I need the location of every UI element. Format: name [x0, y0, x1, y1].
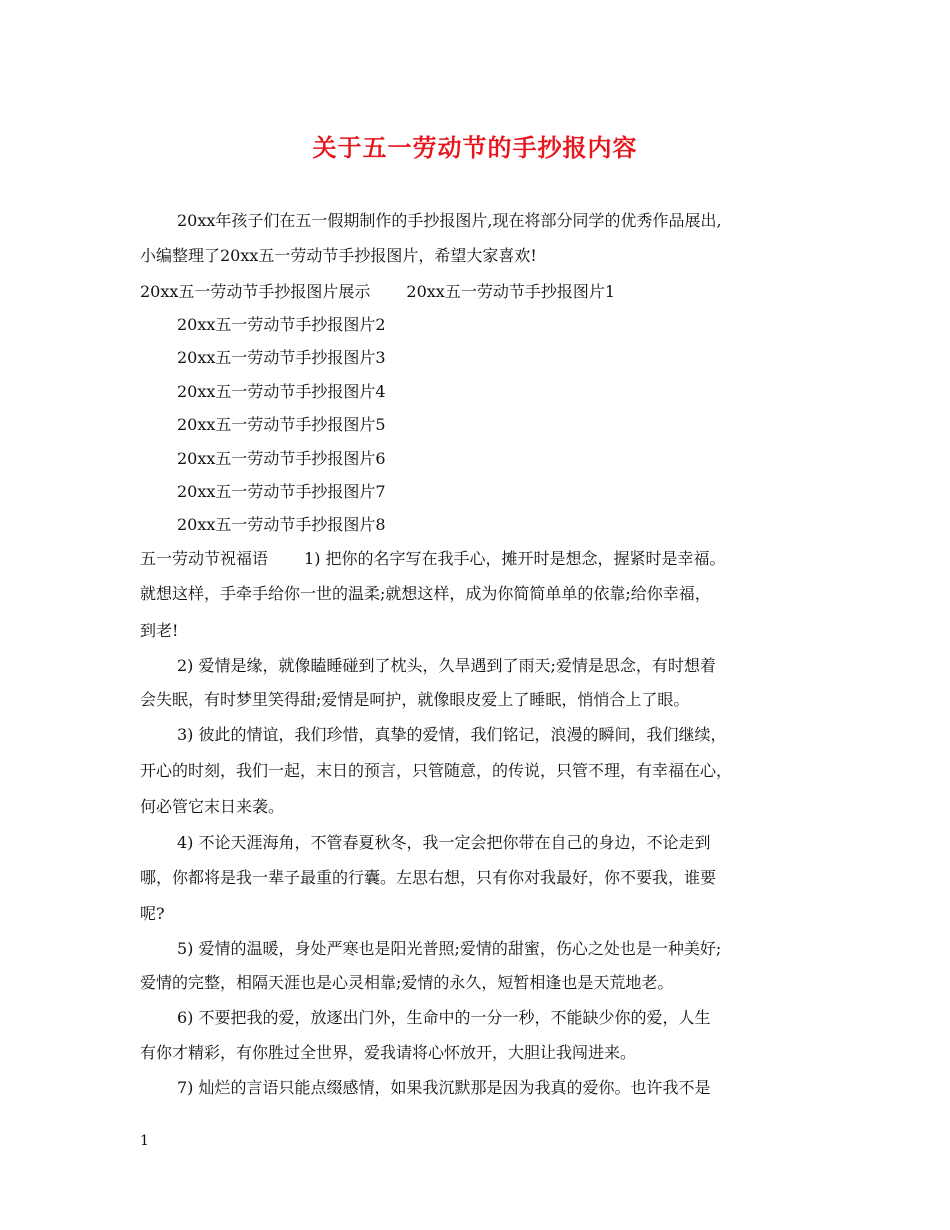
paragraph-text: 就想这样，手牵手给你一世的温柔;就想这样，成为你简简单单的依靠;给你幸福， [140, 584, 711, 603]
paragraph-text: 3) 彼此的情谊，我们珍惜，真挚的爱情，我们铭记，浪漫的瞬间，我们继续， [177, 725, 727, 744]
blessings-heading-line [140, 548, 726, 570]
paragraph-text: 会失眠，有时梦里笑得甜;爱情是呵护，就像眼皮爱上了睡眠，悄悄合上了眼。 [140, 690, 690, 709]
paragraph-text: 有你才精彩，有你胜过全世界，爱我请将心怀放开，大胆让我闯进来。 [140, 1043, 637, 1062]
paragraph-text: 呢? [140, 904, 165, 923]
paragraph-text: 何必管它末日来袭。 [140, 797, 285, 816]
section-heading-gallery: 20xx五一劳动节手抄报图片展示 [140, 282, 371, 301]
intro-line-2: 小编整理了20xx五一劳动节手抄报图片，希望大家喜欢! [140, 246, 537, 265]
paragraph-text: 4) 不论天涯海角，不管春夏秋冬，我一定会把你带在自己的身边，不论走到 [177, 833, 711, 852]
gallery-heading-line [140, 281, 615, 303]
gallery-item: 20xx五一劳动节手抄报图片1 [406, 282, 616, 301]
paragraph-text: 6) 不要把我的爱，放逐出门外，生命中的一分一秒，不能缺少你的爱，人生 [177, 1008, 711, 1027]
gallery-item: 20xx五一劳动节手抄报图片8 [177, 515, 386, 534]
gallery-item: 20xx五一劳动节手抄报图片3 [177, 348, 386, 367]
gallery-item: 20xx五一劳动节手抄报图片5 [177, 415, 386, 434]
intro-line-1: 20xx年孩子们在五一假期制作的手抄报图片,现在将部分同学的优秀作品展出, [177, 211, 722, 230]
paragraph-text: 爱情的完整，相隔天涯也是心灵相靠;爱情的永久，短暂相逢也是天荒地老。 [140, 973, 674, 992]
page-number: 1 [140, 1133, 149, 1149]
gallery-item: 20xx五一劳动节手抄报图片7 [177, 482, 386, 501]
gallery-item: 20xx五一劳动节手抄报图片4 [177, 382, 386, 401]
paragraph-text: 7) 灿烂的言语只能点缀感情，如果我沉默那是因为我真的爱你。也许我不是 [177, 1078, 711, 1097]
paragraph-text: 哪，你都将是我一辈子最重的行囊。左思右想，只有你对我最好，你不要我，谁要 [140, 868, 717, 887]
gallery-item: 20xx五一劳动节手抄报图片2 [177, 315, 386, 334]
paragraph-text: 2) 爱情是缘，就像瞌睡碰到了枕头，久旱遇到了雨天;爱情是思念，有时想着 [177, 656, 716, 675]
paragraph-text: 5) 爱情的温暖，身处严寒也是阳光普照;爱情的甜蜜，伤心之处也是一种美好; [177, 939, 722, 958]
paragraph-text: 到老! [140, 621, 179, 640]
gallery-item: 20xx五一劳动节手抄报图片6 [177, 449, 386, 468]
section-heading-blessings: 五一劳动节祝福语 [140, 549, 269, 568]
document-title: 关于五一劳动节的手抄报内容 [312, 133, 638, 162]
paragraph-text: 1) 把你的名字写在我手心，摊开时是想念，握紧时是幸福。 [304, 549, 726, 568]
paragraph-text: 开心的时刻，我们一起，末日的预言，只管随意，的传说，只管不理，有幸福在心， [140, 761, 733, 780]
